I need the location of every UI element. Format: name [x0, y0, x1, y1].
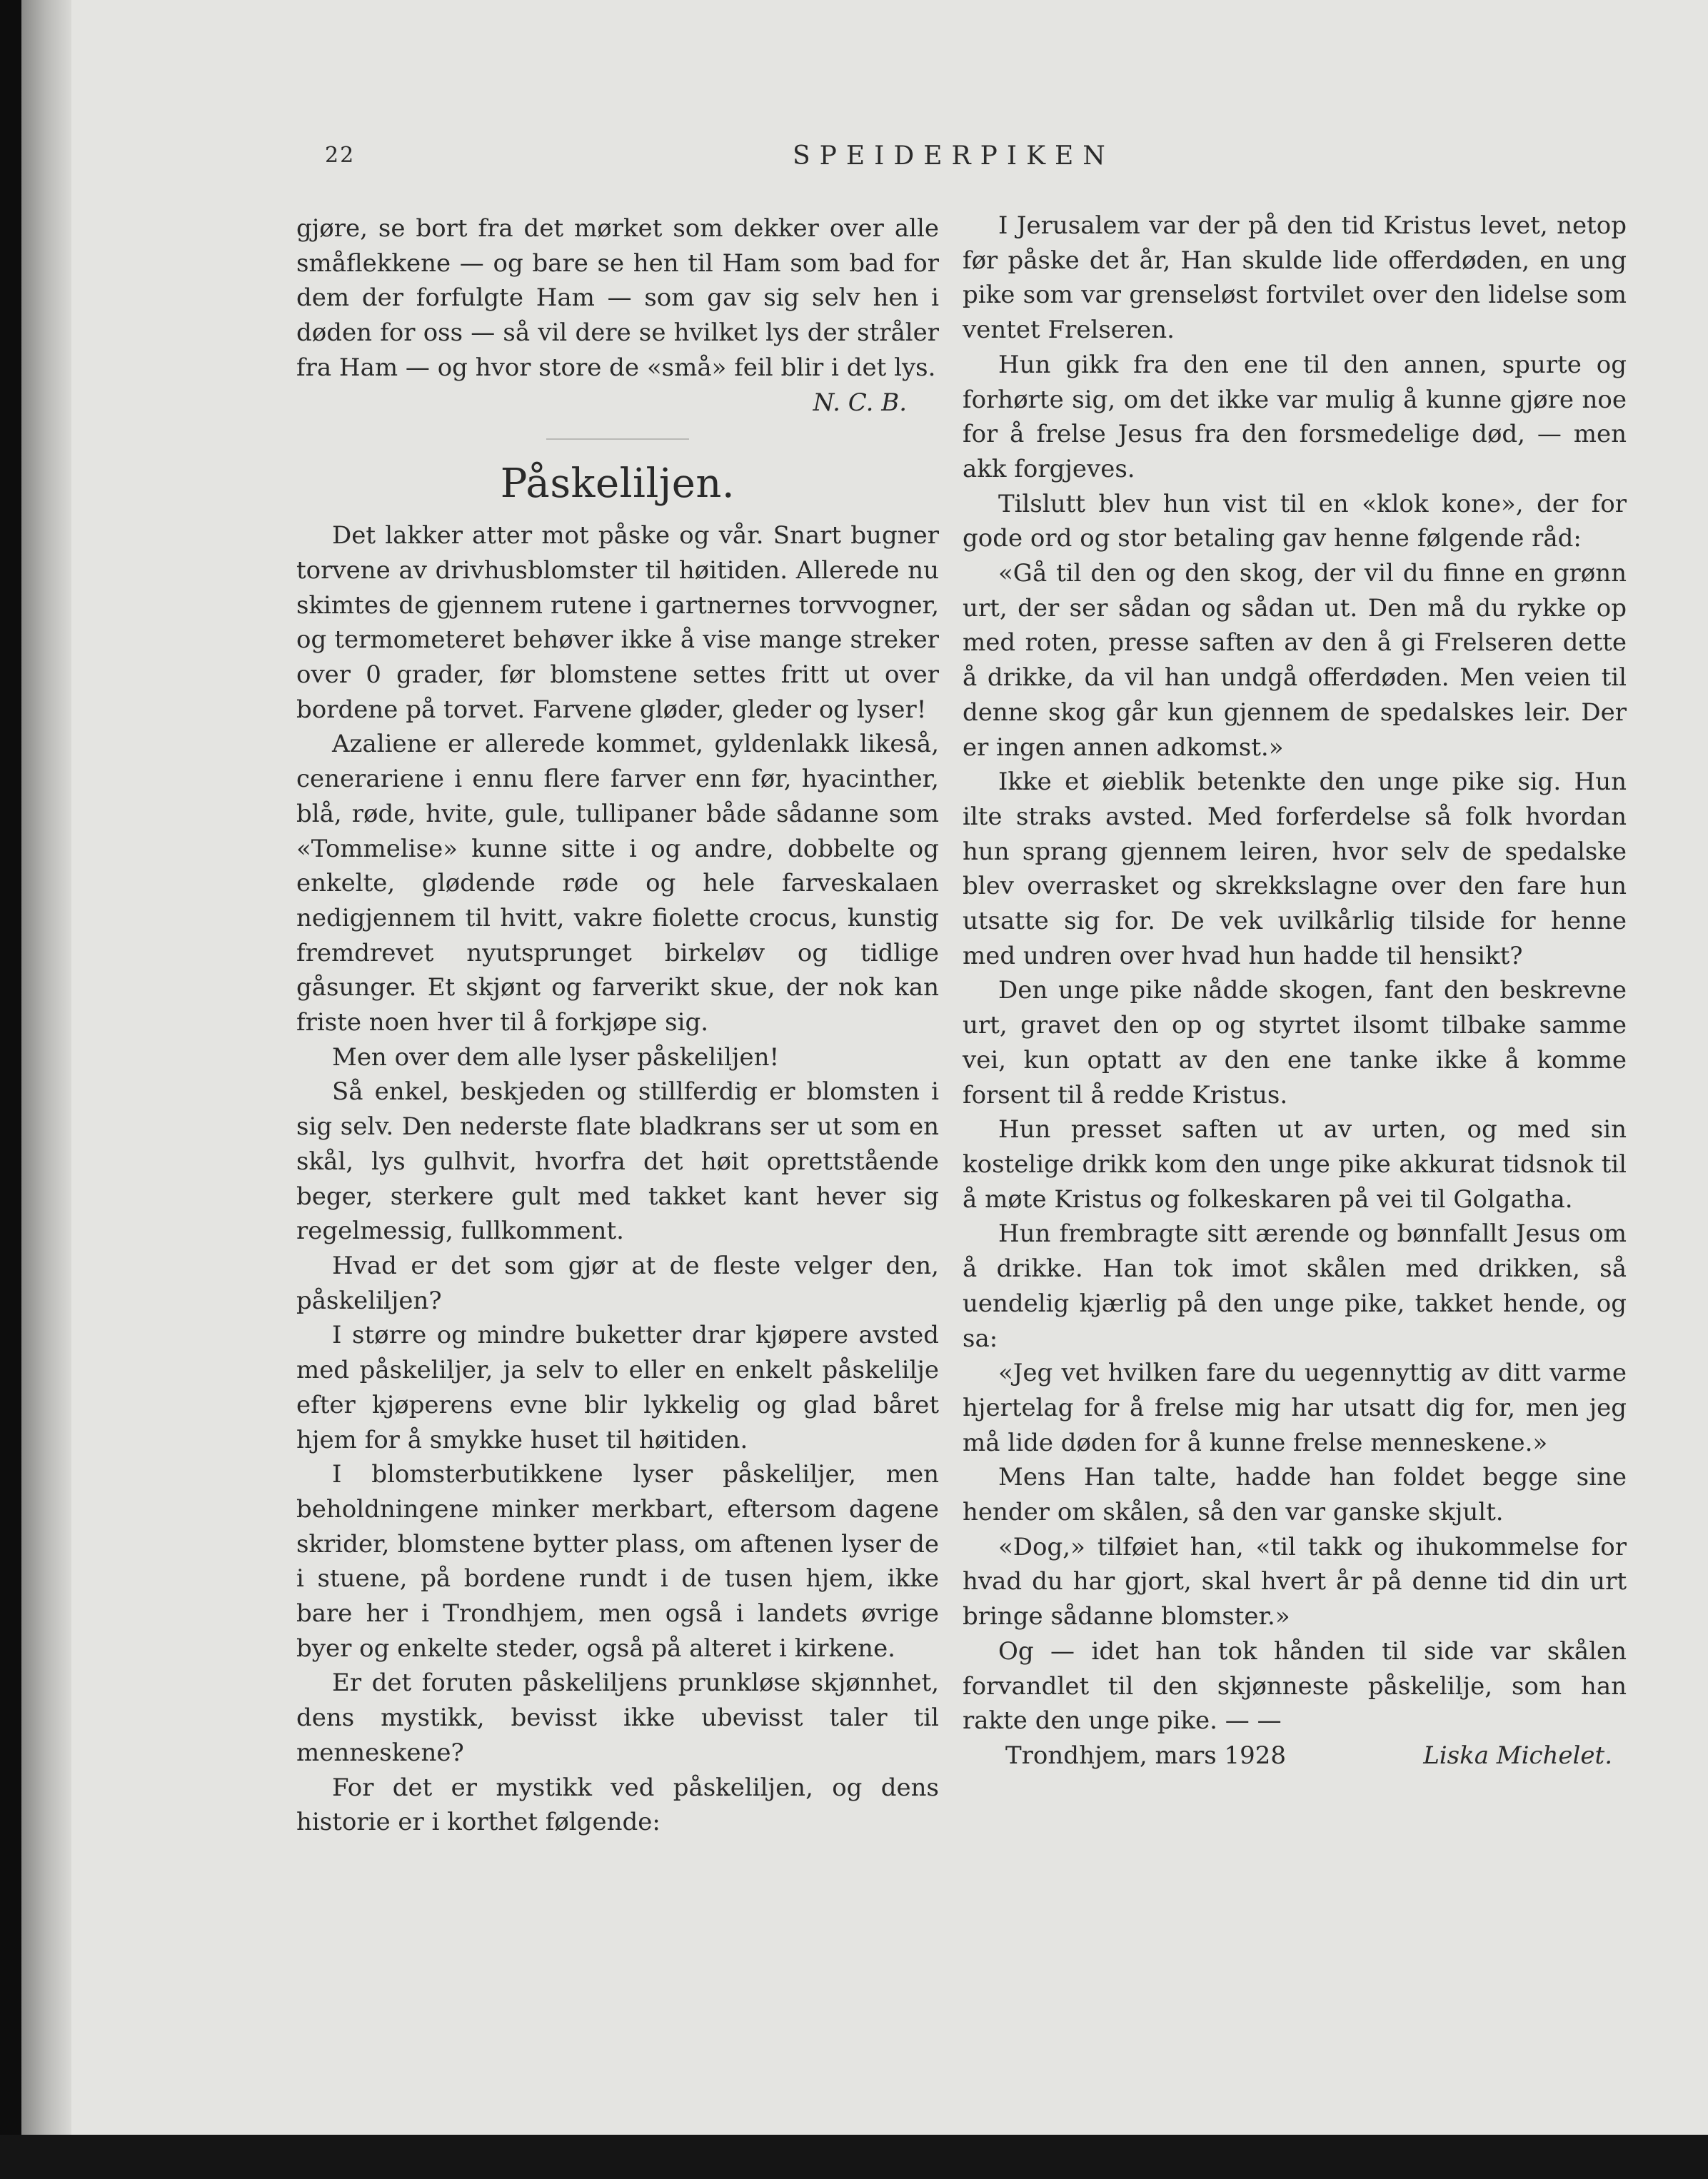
article-title: Påskeliljen.	[500, 461, 735, 508]
intro-paragraph: gjøre, se bort fra det mørket som dekker over alle småflekkene — og bare se hen til Ham som bad for dem der forfulgte Ham — som gav sig selv hen i døden for oss — så vil dere se hvilket lys der stråler fra Ham — og hvor store de «små» feil blir i det lys.	[296, 214, 939, 382]
body-paragraph: «Jeg vet hvilken fare du uegennyttig av ditt varme hjertelag for å frelse mig har utsatt dig for, men jeg må lide døden for å kunne frelse menneskene.»	[963, 1359, 1627, 1457]
body-paragraph: I større og mindre buketter drar kjøpere avsted med påskeliljer, ja selv to eller en enkelt påskelilje efter kjøperens evne blir lykkelig og glad båret hjem for å smykke huset til høitiden.	[296, 1321, 939, 1454]
body-paragraph: «Dog,» tilføiet han, «til takk og ihukommelse for hvad du har gjort, skal hvert år på denne tid din urt bringe sådanne blomster.»	[963, 1532, 1627, 1631]
body-paragraph: Tilslutt blev hun vist til en «klok kone», der for gode ord og stor betaling gav henne følgende råd:	[963, 489, 1627, 553]
dateline-row	[963, 1738, 1627, 1773]
body-paragraph: Ikke et øieblik betenkte den unge pike sig. Hun ilte straks avsted. Med forferdelse så folk hvordan hun sprang gjennem leiren, hvor selv de spedalske blev overrasket og skrekkslagne over den fare hun utsatte sig for. De vek uvilkårlig tilside for henne med undren over hvad hun hadde til hensikt?	[963, 768, 1627, 970]
body-paragraph: Hvad er det som gjør at de fleste velger den, påskeliljen?	[296, 1251, 939, 1315]
body-paragraph: Mens Han talte, hadde han foldet begge sine hender om skålen, så den var ganske skjult.	[963, 1463, 1627, 1527]
dateline: Trondhjem, mars 1928	[1005, 1741, 1287, 1770]
page-number: 22	[325, 143, 356, 168]
body-paragraph: Hun gikk fra den ene til den annen, spurte og forhørte sig, om det ikke var mulig å kunne gjøre noe for å frelse Jesus fra den forsmedelige død, — men akk forgjeves.	[963, 350, 1627, 483]
body-paragraph: I Jerusalem var der på den tid Kristus levet, netop før påske det år, Han skulde lide offerdøden, en ung pike som var grenseløst fortvilet over den lidelse som ventet Frelseren.	[963, 211, 1627, 345]
running-title: SPEIDERPIKEN	[793, 141, 1115, 171]
author-signature: Liska Michelet.	[1423, 1741, 1612, 1770]
magazine-page	[21, 0, 1708, 2135]
body-paragraph: Hun frembragte sitt ærende og bønnfallt Jesus om å drikke. Han tok imot skålen med drikken, så uendelig kjærlig på den unge pike, takket hende, og sa:	[963, 1219, 1627, 1353]
body-paragraph: Den unge pike nådde skogen, fant den beskrevne urt, gravet den op og styrtet ilsomt tilbake samme vei, kun optatt av den ene tanke ikke å komme forsent til å redde Kristus.	[963, 976, 1627, 1109]
body-paragraph: I blomsterbutikkene lyser påskeliljer, men beholdningene minker merkbart, eftersom dagene skrider, blomstene bytter plass, om aftenen lyser de i stuene, på bordene rundt i de tusen hjem, ikke bare her i Trondhjem, men også i landets øvrige byer og enkelte steder, også på alteret i kirkene.	[296, 1460, 939, 1663]
left-column	[296, 211, 939, 1840]
signature-initials: N. C. B.	[813, 388, 907, 417]
right-column	[963, 208, 1627, 1773]
body-paragraph: «Gå til den og den skog, der vil du finne en grønn urt, der ser sådan og sådan ut. Den må du rykke op med roten, presse saften av den å gi Frelseren dette å drikke, da vil han undgå offerdøden. Men veien til denne skog går kun gjennem de spedalskes leir. Der er ingen annen adkomst.»	[963, 559, 1627, 762]
body-paragraph: Så enkel, beskjeden og stillferdig er blomsten i sig selv. Den nederste flate bladkrans ser ut som en skål, lys gulhvit, hvorfra det høit oprettstående beger, sterkere gult med takket kant hever sig regelmessig, fullkomment.	[296, 1077, 939, 1246]
scan-border	[0, 2135, 1708, 2179]
body-paragraph: Men over dem alle lyser påskeliljen!	[332, 1042, 780, 1072]
section-divider	[546, 438, 689, 440]
body-paragraph: Hun presset saften ut av urten, og med sin kostelige drikk kom den unge pike akkurat tidsnok til å møte Kristus og folkeskaren på vei til Golgatha.	[963, 1115, 1627, 1214]
body-paragraph: Det lakker atter mot påske og vår. Snart bugner torvene av drivhusblomster til høitiden. Allerede nu skimtes de gjennem rutene i gartnernes torvvogner, og termometeret behøver ikke å vise mange streker over 0 grader, før blomstene settes fritt ut over bordene på torvet. Farvene gløder, gleder og lyser!	[296, 521, 939, 724]
body-paragraph: Og — idet han tok hånden til side var skålen forvandlet til den skjønneste påskelilje, som han rakte den unge pike. — —	[963, 1636, 1627, 1736]
page-edge-shadow	[21, 0, 71, 2135]
body-paragraph: Er det foruten påskeliljens prunkløse skjønnhet, dens mystikk, bevisst ikke ubevisst taler til menneskene?	[296, 1669, 939, 1767]
body-paragraph: Azaliene er allerede kommet, gyldenlakk likeså, cenerariene i ennu flere farver enn før, hyacinther, blå, røde, hvite, gule, tullipaner både sådanne som «Tommelise» kunne sitte i og andre, dobbelte og enkelte, glødende røde og hele farveskalaen nedigjennem til hvitt, vakre fiolette crocus, kunstig fremdrevet nyutsprunget birkeløv og tidlige gåsunger. Et skjønt og farverikt skue, der nok kan friste noen hver til å forkjøpe sig.	[296, 730, 939, 1037]
body-paragraph: For det er mystikk ved påskeliljen, og dens historie er i korthet følgende:	[296, 1773, 939, 1837]
